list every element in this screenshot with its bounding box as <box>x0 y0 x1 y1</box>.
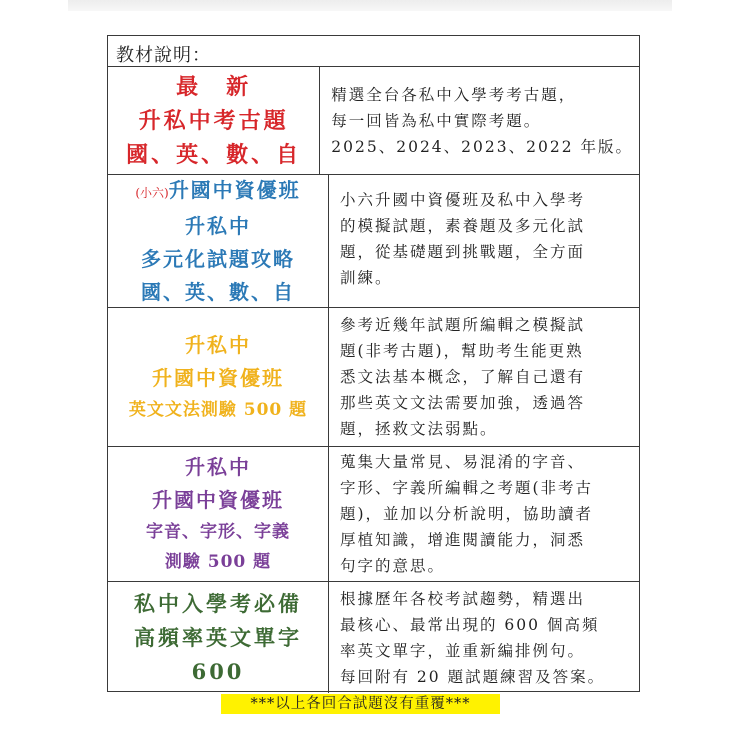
title-line: 國、英、數、自 <box>126 141 302 168</box>
description-line: 題，拯救文法弱點。 <box>340 420 498 438</box>
row-title <box>108 308 329 446</box>
title-line: 多元化試題攻略 <box>141 246 295 271</box>
title-line <box>135 174 300 210</box>
description-line: 參考近幾年試題所編輯之模擬試 <box>340 316 586 334</box>
description-line: 蒐集大量常見、易混淆的字音、 <box>340 453 586 471</box>
row-description <box>329 447 639 581</box>
description-line: 訓練。 <box>340 269 393 287</box>
title-line: 高頻率英文單字 <box>134 624 302 650</box>
table-row-grammar <box>108 308 639 447</box>
description-line: 率英文單字，並重新編排例句。 <box>340 641 586 660</box>
title-line: 字音、字形、字義 <box>146 522 290 542</box>
description-line: 2025、2024、2023、2022 年版。 <box>331 137 633 156</box>
description-line: 厚植知識，增進閱讀能力，洞悉 <box>340 531 586 549</box>
row-description <box>329 308 639 446</box>
row-description <box>320 67 639 174</box>
description-line: 小六升國中資優班及私中入學考 <box>340 191 586 209</box>
title-line: 升國中資優班 <box>152 488 284 512</box>
title-line: 升國中資優班 <box>152 366 284 390</box>
description-line: 的模擬試題，素養題及多元化試 <box>340 217 586 235</box>
title-line: 國、英、數、自 <box>141 279 295 304</box>
description-line: 題(非考古題)，幫助考生能更熟 <box>340 342 584 360</box>
title-line: 升私中 <box>185 213 251 238</box>
description-line: 最核心、最常出現的 600 個高頻 <box>340 615 600 634</box>
table-row-vocabulary <box>108 582 639 693</box>
row-title <box>108 175 329 307</box>
row-description <box>329 582 639 693</box>
materials-table <box>107 35 640 692</box>
row-description <box>329 175 639 307</box>
title-line: 私中入學考必備 <box>134 590 302 616</box>
table-row-past-exams <box>108 67 639 175</box>
description-line: 悉文法基本概念，了解自己還有 <box>340 368 586 386</box>
top-shadow-band <box>68 0 672 11</box>
table-header: 教材說明： <box>108 36 639 67</box>
title-line: 升私中 <box>185 333 251 357</box>
table-row-chinese-chars <box>108 447 639 582</box>
row-title <box>108 67 320 174</box>
description-line: 題)，並加以分析說明，協助讀者 <box>340 505 594 523</box>
row-title <box>108 447 329 581</box>
title-line: 最 新 <box>176 73 252 100</box>
title-text: 升國中資優班 <box>168 177 301 202</box>
table-row-gifted-class <box>108 175 639 308</box>
title-line: 升私中考古題 <box>138 107 289 134</box>
description-line: 那些英文文法需要加強，透過答 <box>340 394 586 412</box>
title-line: 升私中 <box>185 455 251 479</box>
title-line: 測驗 500 題 <box>164 552 272 572</box>
title-line: 英文文法測驗 500 題 <box>128 400 308 420</box>
title-line: 600 <box>191 658 245 684</box>
description-line: 題，從基礎題到挑戰題，全方面 <box>340 243 586 261</box>
description-line: 字形、字義所編輯之考題(非考古 <box>340 479 594 497</box>
description-line: 每回附有 20 題試題練習及答案。 <box>340 667 606 686</box>
no-duplicate-note: ***以上各回合試題沒有重覆*** <box>221 694 500 714</box>
description-line: 根據歷年各校考試趨勢，精選出 <box>340 589 586 608</box>
description-line: 每一回皆為私中實際考題。 <box>331 111 542 130</box>
row-title <box>108 582 329 693</box>
grade-prefix: (小六) <box>135 185 169 200</box>
description-line: 精選全台各私中入學考考古題， <box>331 85 577 104</box>
description-line: 句字的意思。 <box>340 557 446 575</box>
